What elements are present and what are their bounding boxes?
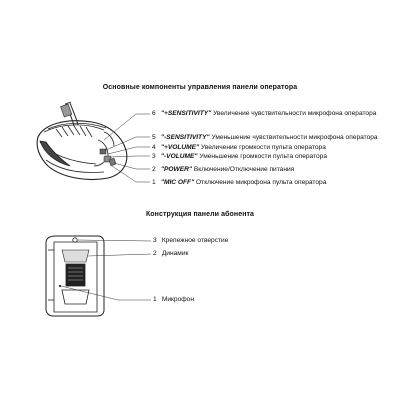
operator-callout-mic-off <box>152 179 326 187</box>
callout-key: "-VOLUME" <box>160 153 198 160</box>
callout-description: Микрофон <box>161 296 194 303</box>
subscriber-panel-drawing <box>46 236 104 316</box>
callout-description: Крепежное отверстие <box>161 237 229 244</box>
callout-key: "-SENSITIVITY" <box>160 134 210 141</box>
callout-description: Увеличение чувствительности микрофона оператора <box>213 110 377 117</box>
callout-description: Отключение микрофона пульта оператора <box>196 179 327 186</box>
operator-leader-lines <box>104 114 150 182</box>
subscriber-callout-mounting-hole <box>153 237 228 245</box>
operator-callout-power <box>152 166 294 174</box>
subscriber-callout-microphone <box>153 296 194 304</box>
callout-description: Уменьшение чувствительности микрофона оператора <box>211 134 378 141</box>
callout-number: 1 <box>152 179 156 186</box>
callout-key: "POWER" <box>160 166 193 173</box>
callout-number: 3 <box>152 153 156 160</box>
callout-number: 2 <box>152 166 156 173</box>
callout-number: 3 <box>153 237 157 244</box>
callout-number: 4 <box>152 144 156 151</box>
operator-panel-heading: Основные компоненты управления панели оператора <box>102 84 298 91</box>
callout-number: 1 <box>153 296 157 303</box>
callout-number: 2 <box>153 250 157 257</box>
operator-panel-drawing <box>37 102 127 180</box>
callout-key: "+VOLUME" <box>160 144 200 151</box>
callout-number: 5 <box>152 134 156 141</box>
subscriber-panel-heading: Конструкция панели абонента <box>145 211 255 218</box>
callout-description: Динамик <box>161 250 189 257</box>
callout-key: "MIC OFF" <box>160 179 195 186</box>
operator-callout-volume-up <box>152 144 326 152</box>
callout-description: Уменьшение громкости пульта оператора <box>199 153 327 160</box>
callout-key: "+SENSITIVITY" <box>160 110 212 117</box>
subscriber-callout-speaker <box>153 250 188 258</box>
operator-callout-sensitivity-up <box>152 110 376 118</box>
callout-number: 6 <box>152 110 156 117</box>
callout-description: Увеличение громкости пульта оператора <box>201 144 326 151</box>
operator-callout-volume-down <box>152 153 327 161</box>
callout-description: Включение/Отключение питания <box>193 166 295 173</box>
operator-callout-sensitivity-down <box>152 134 378 142</box>
